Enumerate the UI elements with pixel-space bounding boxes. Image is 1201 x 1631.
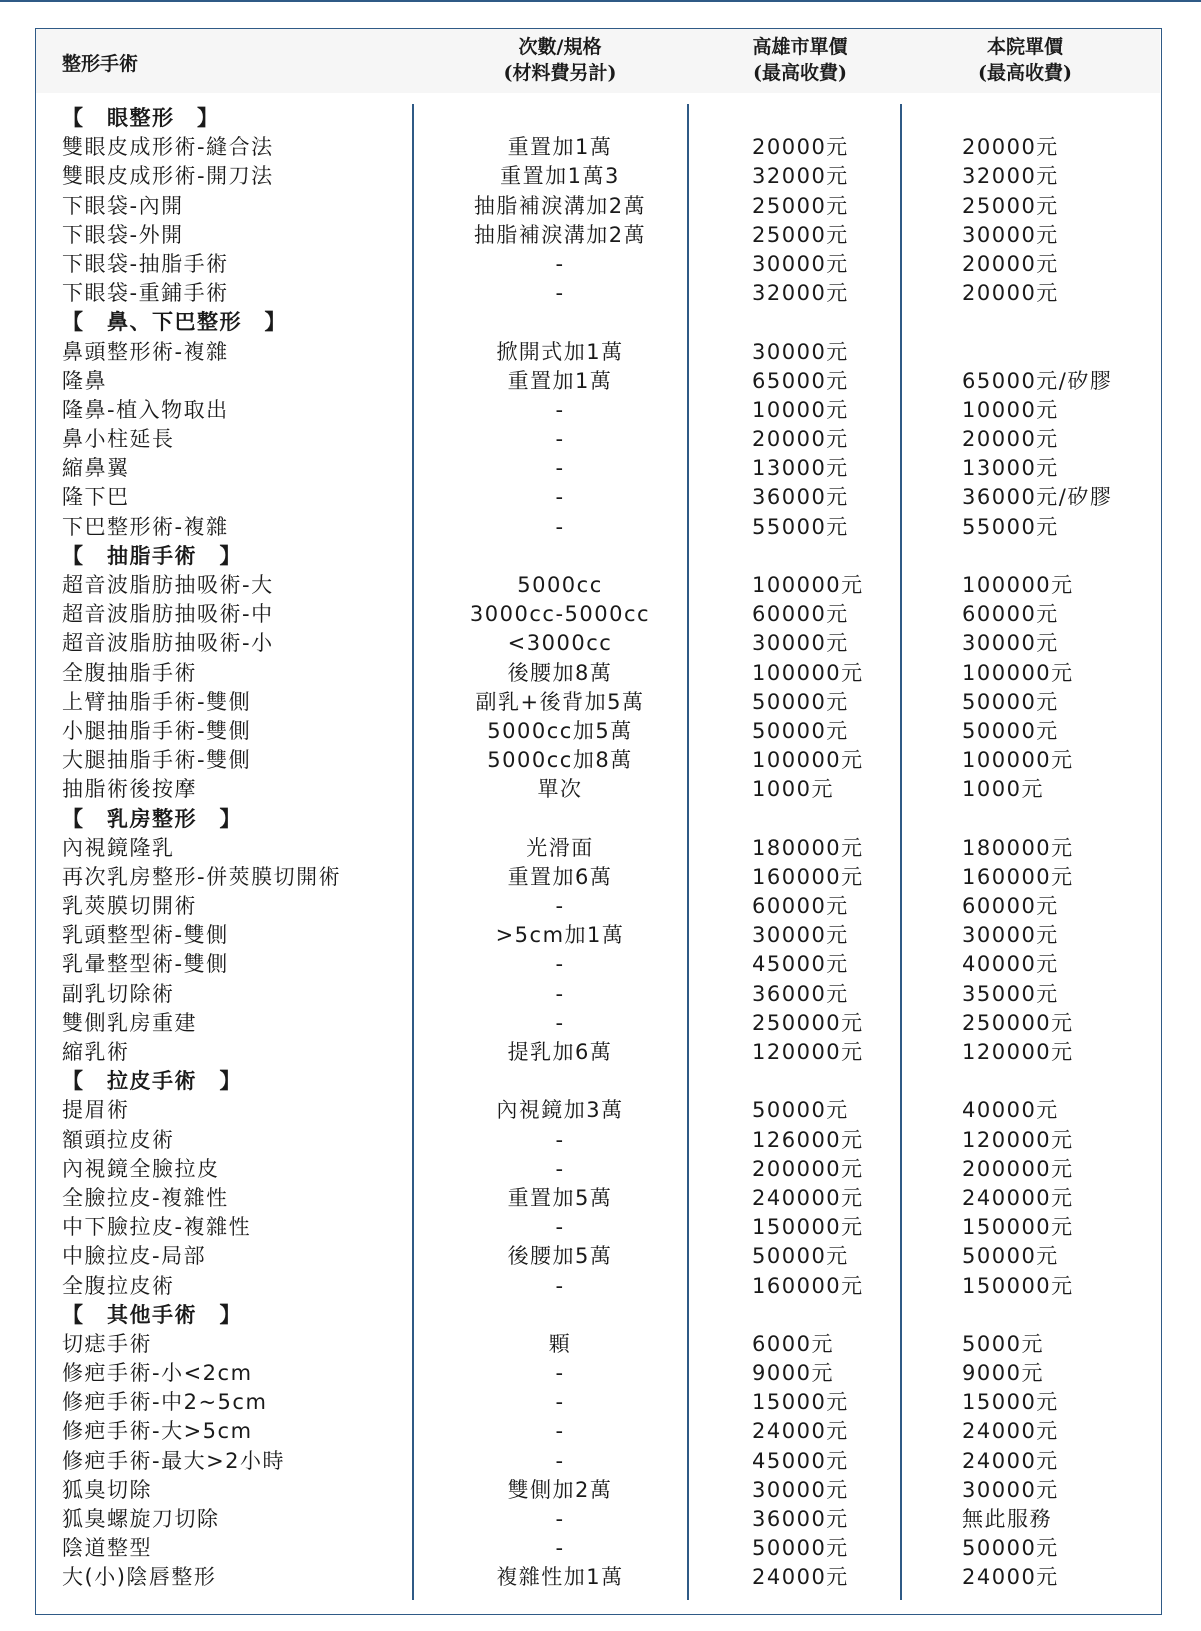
surgery-name-cell: 陰道整型 bbox=[62, 1536, 152, 1561]
spec-cell: 3000cc-5000cc bbox=[469, 602, 651, 627]
city-price-cell: 240000元 bbox=[752, 1185, 864, 1210]
city-price-cell: 120000元 bbox=[752, 1040, 864, 1064]
section-title: 【 乳房整形 】 bbox=[62, 806, 242, 831]
spec-cell: - bbox=[555, 1273, 565, 1298]
city-price-cell: 15000元 bbox=[752, 1390, 849, 1415]
clinic-price-cell: 65000元/矽膠 bbox=[962, 368, 1113, 393]
surgery-name-cell: 下巴整形術-複雜 bbox=[62, 514, 229, 539]
clinic-price-cell: 30000元 bbox=[962, 923, 1059, 948]
table-row bbox=[0, 717, 1201, 746]
header-city-price bbox=[700, 34, 900, 86]
table-row bbox=[0, 162, 1201, 191]
surgery-name-cell: 全腹抽脂手術 bbox=[62, 660, 197, 685]
surgery-name-cell: 額頭拉皮術 bbox=[62, 1127, 175, 1152]
spec-cell: - bbox=[555, 1419, 565, 1444]
surgery-name-cell: 副乳切除術 bbox=[62, 981, 175, 1006]
surgery-name-cell: 全腹拉皮術 bbox=[62, 1273, 175, 1298]
table-row bbox=[0, 250, 1201, 279]
city-price-cell: 126000元 bbox=[752, 1127, 864, 1152]
city-price-cell: 36000元 bbox=[752, 981, 849, 1006]
city-price-cell: 6000元 bbox=[752, 1331, 834, 1356]
table-row bbox=[0, 1213, 1201, 1242]
spec-cell: 副乳+後背加5萬 bbox=[475, 689, 645, 714]
clinic-price-cell: 20000元 bbox=[962, 281, 1059, 306]
surgery-name-cell: 中下臉拉皮-複雜性 bbox=[62, 1215, 252, 1240]
city-price-cell: 45000元 bbox=[752, 1448, 849, 1473]
table-row bbox=[0, 1563, 1201, 1592]
spec-cell: - bbox=[555, 281, 565, 306]
city-price-cell: 65000元 bbox=[752, 368, 849, 393]
surgery-name-cell: 乳頭整型術-雙側 bbox=[62, 923, 229, 948]
section-header-row bbox=[0, 104, 1201, 133]
city-price-cell: 30000元 bbox=[752, 339, 849, 364]
surgery-name-cell: 超音波脂肪抽吸術-中 bbox=[62, 602, 274, 627]
clinic-price-cell: 200000元 bbox=[962, 1156, 1074, 1181]
table-row bbox=[0, 338, 1201, 367]
table-row bbox=[0, 1242, 1201, 1271]
table-row bbox=[0, 425, 1201, 454]
surgery-name-cell: 下眼袋-外開 bbox=[62, 222, 184, 247]
city-price-cell: 25000元 bbox=[752, 222, 849, 247]
city-price-cell: 36000元 bbox=[752, 1507, 849, 1531]
city-price-cell: 160000元 bbox=[752, 1273, 864, 1298]
table-row bbox=[0, 1184, 1201, 1213]
spec-cell: - bbox=[555, 1010, 565, 1035]
clinic-price-cell: 60000元 bbox=[962, 894, 1059, 919]
clinic-price-cell: 36000元/矽膠 bbox=[962, 485, 1113, 510]
spec-cell: 後腰加5萬 bbox=[507, 1244, 613, 1269]
city-price-cell: 50000元 bbox=[752, 718, 849, 743]
clinic-price-cell: 50000元 bbox=[962, 1244, 1059, 1269]
city-price-cell: 100000元 bbox=[752, 573, 864, 597]
spec-cell: 掀開式加1萬 bbox=[496, 339, 624, 364]
spec-cell: 5000cc加8萬 bbox=[487, 748, 633, 773]
spec-cell: - bbox=[555, 1127, 565, 1152]
clinic-price-cell: 24000元 bbox=[962, 1448, 1059, 1473]
spec-cell: 抽脂補淚溝加2萬 bbox=[473, 193, 647, 218]
city-price-cell: 50000元 bbox=[752, 689, 849, 714]
surgery-name-cell: 鼻小柱延長 bbox=[62, 427, 175, 452]
spec-cell: 顆 bbox=[548, 1331, 572, 1356]
city-price-cell: 30000元 bbox=[752, 1477, 849, 1502]
surgery-name-cell: 內視鏡全臉拉皮 bbox=[62, 1156, 220, 1181]
spec-cell: 提乳加6萬 bbox=[507, 1040, 613, 1064]
clinic-price-cell: 20000元 bbox=[962, 251, 1059, 276]
clinic-price-cell: 100000元 bbox=[962, 748, 1074, 773]
spec-cell: 抽脂補淚溝加2萬 bbox=[473, 222, 647, 247]
table-row bbox=[0, 600, 1201, 629]
table-row bbox=[0, 892, 1201, 921]
table-row bbox=[0, 746, 1201, 775]
table-row bbox=[0, 1126, 1201, 1155]
surgery-name-cell: 超音波脂肪抽吸術-大 bbox=[62, 573, 274, 597]
clinic-price-cell: 120000元 bbox=[962, 1040, 1074, 1064]
surgery-name-cell: 超音波脂肪抽吸術-小 bbox=[62, 631, 274, 656]
spec-cell: 光滑面 bbox=[526, 835, 594, 860]
clinic-price-cell: 240000元 bbox=[962, 1185, 1074, 1210]
surgery-name-cell: 縮乳術 bbox=[62, 1040, 130, 1064]
city-price-cell: 36000元 bbox=[752, 485, 849, 510]
clinic-price-cell: 32000元 bbox=[962, 164, 1059, 189]
clinic-price-cell: 60000元 bbox=[962, 602, 1059, 627]
surgery-name-cell: 雙眼皮成形術-縫合法 bbox=[62, 135, 274, 160]
table-row bbox=[0, 1417, 1201, 1446]
header-spec bbox=[460, 34, 660, 86]
surgery-name-cell: 再次乳房整形-併莢膜切開術 bbox=[62, 864, 342, 889]
table-row bbox=[0, 1388, 1201, 1417]
spec-cell: - bbox=[555, 514, 565, 539]
surgery-name-cell: 隆下巴 bbox=[62, 485, 130, 510]
city-price-cell: 9000元 bbox=[752, 1361, 834, 1386]
table-row bbox=[0, 1330, 1201, 1359]
header-city-line2: (最高收費) bbox=[753, 62, 847, 84]
clinic-price-cell: 100000元 bbox=[962, 573, 1074, 597]
city-price-cell: 100000元 bbox=[752, 660, 864, 685]
city-price-cell: 200000元 bbox=[752, 1156, 864, 1181]
section-header-row bbox=[0, 1067, 1201, 1096]
table-row bbox=[0, 688, 1201, 717]
surgery-name-cell: 修疤手術-中2~5cm bbox=[62, 1390, 268, 1415]
section-title: 【 其他手術 】 bbox=[62, 1302, 242, 1327]
table-row bbox=[0, 1534, 1201, 1563]
city-price-cell: 25000元 bbox=[752, 193, 849, 218]
city-price-cell: 20000元 bbox=[752, 427, 849, 452]
spec-cell: 複雜性加1萬 bbox=[496, 1565, 624, 1590]
city-price-cell: 60000元 bbox=[752, 602, 849, 627]
city-price-cell: 100000元 bbox=[752, 748, 864, 773]
spec-cell: - bbox=[555, 485, 565, 510]
surgery-name-cell: 抽脂術後按摩 bbox=[62, 777, 197, 802]
table-row bbox=[0, 775, 1201, 804]
clinic-price-cell: 30000元 bbox=[962, 631, 1059, 656]
clinic-price-cell: 15000元 bbox=[962, 1390, 1059, 1415]
city-price-cell: 30000元 bbox=[752, 631, 849, 656]
section-title: 【 鼻、下巴整形 】 bbox=[62, 310, 287, 335]
section-title: 【 拉皮手術 】 bbox=[62, 1069, 242, 1094]
spec-cell: - bbox=[555, 1361, 565, 1386]
city-price-cell: 32000元 bbox=[752, 164, 849, 189]
city-price-cell: 10000元 bbox=[752, 397, 849, 422]
spec-cell: - bbox=[555, 894, 565, 919]
city-price-cell: 1000元 bbox=[752, 777, 834, 802]
surgery-name-cell: 隆鼻 bbox=[62, 368, 107, 393]
surgery-name-cell: 雙側乳房重建 bbox=[62, 1010, 197, 1035]
table-row bbox=[0, 192, 1201, 221]
clinic-price-cell: 24000元 bbox=[962, 1565, 1059, 1590]
spec-cell: - bbox=[555, 251, 565, 276]
surgery-name-cell: 下眼袋-內開 bbox=[62, 193, 184, 218]
city-price-cell: 30000元 bbox=[752, 923, 849, 948]
surgery-name-cell: 提眉術 bbox=[62, 1098, 130, 1123]
surgery-name-cell: 大(小)陰唇整形 bbox=[62, 1565, 217, 1590]
city-price-cell: 160000元 bbox=[752, 864, 864, 889]
clinic-price-cell: 40000元 bbox=[962, 1098, 1059, 1123]
header-surgery: 整形手術 bbox=[62, 53, 139, 75]
spec-cell: - bbox=[555, 952, 565, 977]
table-row bbox=[0, 1155, 1201, 1184]
table-row bbox=[0, 279, 1201, 308]
table-row bbox=[0, 1272, 1201, 1301]
clinic-price-cell: 13000元 bbox=[962, 456, 1059, 481]
surgery-name-cell: 下眼袋-抽脂手術 bbox=[62, 251, 229, 276]
spec-cell: 後腰加8萬 bbox=[507, 660, 613, 685]
table-row bbox=[0, 396, 1201, 425]
spec-cell: 重置加1萬3 bbox=[500, 164, 620, 189]
city-price-cell: 13000元 bbox=[752, 456, 849, 481]
surgery-name-cell: 乳莢膜切開術 bbox=[62, 894, 197, 919]
clinic-price-cell: 10000元 bbox=[962, 397, 1059, 422]
clinic-price-cell: 150000元 bbox=[962, 1215, 1074, 1240]
spec-cell: - bbox=[555, 981, 565, 1006]
spec-cell: 5000cc加5萬 bbox=[487, 718, 633, 743]
spec-cell: - bbox=[555, 1390, 565, 1415]
table-row bbox=[0, 1096, 1201, 1125]
city-price-cell: 30000元 bbox=[752, 251, 849, 276]
header-city-line1: 高雄市單價 bbox=[752, 36, 848, 58]
clinic-price-cell: 無此服務 bbox=[962, 1507, 1052, 1531]
section-title: 【 抽脂手術 】 bbox=[62, 543, 242, 568]
header-spec-line1: 次數/規格 bbox=[518, 36, 602, 58]
city-price-cell: 250000元 bbox=[752, 1010, 864, 1035]
city-price-cell: 20000元 bbox=[752, 135, 849, 160]
price-table-body bbox=[0, 104, 1201, 1593]
surgery-name-cell: 縮鼻翼 bbox=[62, 456, 130, 481]
table-row bbox=[0, 950, 1201, 979]
clinic-price-cell: 160000元 bbox=[962, 864, 1074, 889]
clinic-price-cell: 30000元 bbox=[962, 222, 1059, 247]
spec-cell: 重置加5萬 bbox=[507, 1185, 613, 1210]
surgery-name-cell: 大腿抽脂手術-雙側 bbox=[62, 748, 252, 773]
header-clinic-line2: (最高收費) bbox=[978, 62, 1072, 84]
city-price-cell: 32000元 bbox=[752, 281, 849, 306]
clinic-price-cell: 20000元 bbox=[962, 427, 1059, 452]
clinic-price-cell: 5000元 bbox=[962, 1331, 1044, 1356]
surgery-name-cell: 隆鼻-植入物取出 bbox=[62, 397, 229, 422]
city-price-cell: 45000元 bbox=[752, 952, 849, 977]
clinic-price-cell: 50000元 bbox=[962, 689, 1059, 714]
surgery-name-cell: 全臉拉皮-複雜性 bbox=[62, 1185, 229, 1210]
clinic-price-cell: 25000元 bbox=[962, 193, 1059, 218]
spec-cell: - bbox=[555, 1156, 565, 1181]
table-row bbox=[0, 1505, 1201, 1534]
spec-cell: 雙側加2萬 bbox=[507, 1477, 613, 1502]
city-price-cell: 50000元 bbox=[752, 1536, 849, 1561]
clinic-price-cell: 50000元 bbox=[962, 1536, 1059, 1561]
table-row bbox=[0, 483, 1201, 512]
table-row bbox=[0, 513, 1201, 542]
table-row bbox=[0, 1447, 1201, 1476]
section-header-row bbox=[0, 308, 1201, 337]
spec-cell: <3000cc bbox=[507, 631, 613, 656]
clinic-price-cell: 50000元 bbox=[962, 718, 1059, 743]
city-price-cell: 50000元 bbox=[752, 1244, 849, 1269]
surgery-name-cell: 乳暈整型術-雙側 bbox=[62, 952, 229, 977]
clinic-price-cell: 9000元 bbox=[962, 1361, 1044, 1386]
table-row bbox=[0, 1009, 1201, 1038]
table-row bbox=[0, 221, 1201, 250]
spec-cell: 單次 bbox=[537, 777, 583, 802]
surgery-name-cell: 內視鏡隆乳 bbox=[62, 835, 175, 860]
city-price-cell: 180000元 bbox=[752, 835, 864, 860]
spec-cell: 重置加6萬 bbox=[507, 864, 613, 889]
clinic-price-cell: 55000元 bbox=[962, 514, 1059, 539]
surgery-name-cell: 小腿抽脂手術-雙側 bbox=[62, 718, 252, 743]
clinic-price-cell: 1000元 bbox=[962, 777, 1044, 802]
top-accent-bar bbox=[0, 0, 1201, 2]
spec-cell: - bbox=[555, 1448, 565, 1473]
surgery-name-cell: 下眼袋-重鋪手術 bbox=[62, 281, 229, 306]
section-header-row bbox=[0, 1301, 1201, 1330]
clinic-price-cell: 250000元 bbox=[962, 1010, 1074, 1035]
header-clinic-price bbox=[925, 34, 1125, 86]
header-spec-line2: (材料費另計) bbox=[503, 62, 617, 84]
table-row bbox=[0, 629, 1201, 658]
spec-cell: - bbox=[555, 456, 565, 481]
city-price-cell: 50000元 bbox=[752, 1098, 849, 1123]
table-row bbox=[0, 133, 1201, 162]
table-row bbox=[0, 863, 1201, 892]
section-header-row bbox=[0, 542, 1201, 571]
clinic-price-cell: 30000元 bbox=[962, 1477, 1059, 1502]
clinic-price-cell: 120000元 bbox=[962, 1127, 1074, 1152]
spec-cell: 內視鏡加3萬 bbox=[496, 1098, 624, 1123]
table-row bbox=[0, 367, 1201, 396]
table-row bbox=[0, 921, 1201, 950]
surgery-name-cell: 雙眼皮成形術-開刀法 bbox=[62, 164, 274, 189]
surgery-name-cell: 狐臭切除 bbox=[62, 1477, 152, 1502]
clinic-price-cell: 180000元 bbox=[962, 835, 1074, 860]
section-header-row bbox=[0, 805, 1201, 834]
header-clinic-line1: 本院單價 bbox=[986, 36, 1063, 58]
spec-cell: 重置加1萬 bbox=[507, 368, 613, 393]
city-price-cell: 150000元 bbox=[752, 1215, 864, 1240]
city-price-cell: 55000元 bbox=[752, 514, 849, 539]
spec-cell: - bbox=[555, 1215, 565, 1240]
table-row bbox=[0, 1359, 1201, 1388]
surgery-name-cell: 修疤手術-最大>2小時 bbox=[62, 1448, 286, 1473]
city-price-cell: 24000元 bbox=[752, 1419, 849, 1444]
surgery-name-cell: 鼻頭整形術-複雜 bbox=[62, 339, 229, 364]
clinic-price-cell: 40000元 bbox=[962, 952, 1059, 977]
table-row bbox=[0, 834, 1201, 863]
surgery-name-cell: 上臂抽脂手術-雙側 bbox=[62, 689, 252, 714]
clinic-price-cell: 35000元 bbox=[962, 981, 1059, 1006]
table-row bbox=[0, 571, 1201, 600]
surgery-name-cell: 中臉拉皮-局部 bbox=[62, 1244, 207, 1269]
clinic-price-cell: 24000元 bbox=[962, 1419, 1059, 1444]
clinic-price-cell: 100000元 bbox=[962, 660, 1074, 685]
spec-cell: - bbox=[555, 427, 565, 452]
city-price-cell: 60000元 bbox=[752, 894, 849, 919]
table-row bbox=[0, 1038, 1201, 1067]
city-price-cell: 24000元 bbox=[752, 1565, 849, 1590]
section-title: 【 眼整形 】 bbox=[62, 106, 220, 130]
surgery-name-cell: 切痣手術 bbox=[62, 1331, 152, 1356]
surgery-name-cell: 修疤手術-小<2cm bbox=[62, 1361, 253, 1386]
spec-cell: >5cm加1萬 bbox=[495, 923, 625, 948]
surgery-name-cell: 修疤手術-大>5cm bbox=[62, 1419, 253, 1444]
spec-cell: - bbox=[555, 1536, 565, 1561]
spec-cell: - bbox=[555, 1507, 565, 1531]
spec-cell: 5000cc bbox=[517, 573, 603, 597]
surgery-name-cell: 狐臭螺旋刀切除 bbox=[62, 1507, 220, 1531]
spec-cell: 重置加1萬 bbox=[507, 135, 613, 160]
spec-cell: - bbox=[555, 397, 565, 422]
table-row bbox=[0, 454, 1201, 483]
table-row bbox=[0, 980, 1201, 1009]
clinic-price-cell: 20000元 bbox=[962, 135, 1059, 160]
table-row bbox=[0, 1476, 1201, 1505]
table-row bbox=[0, 659, 1201, 688]
clinic-price-cell: 150000元 bbox=[962, 1273, 1074, 1298]
